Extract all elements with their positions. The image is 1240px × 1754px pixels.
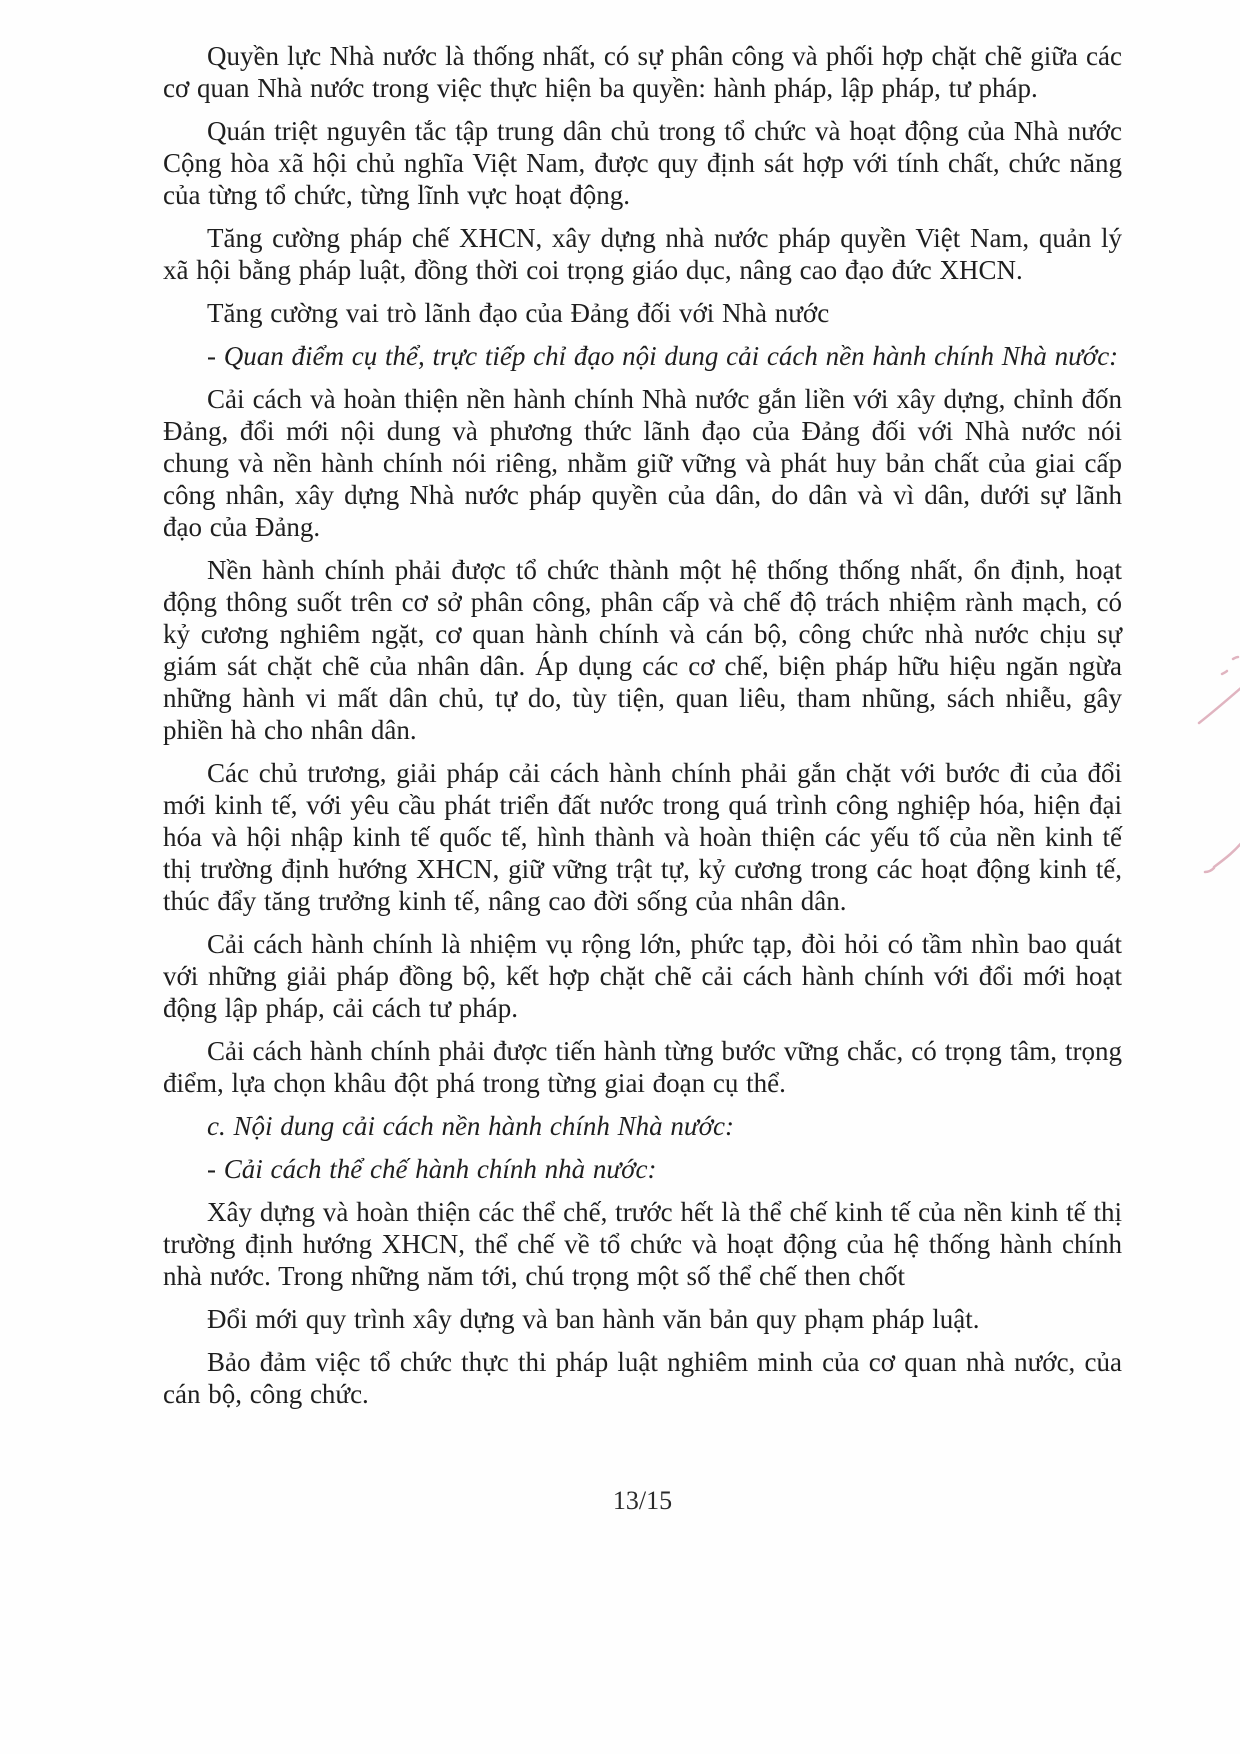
paragraph: Đổi mới quy trình xây dựng và ban hành văn bản quy phạm pháp luật. [207,1304,980,1334]
paragraph: Các chủ trương, giải pháp cải cách hành chính phải gắn chặt với bước đi của đổi mới kinh tế, với yêu cầu phát triển đất nước trong quá trình công nghiệp hóa, hiện đại hóa và hội nhập kinh tế quốc tế, hình thành và hoàn thiện các yếu tố của nền kinh tế thị trường định hướng XHCN, giữ vững trật tự, kỷ cương trong các hoạt động kinh tế, thúc đẩy tăng trưởng kinh tế, nâng cao đời sống của nhân dân. [163,758,1122,916]
paragraph: Xây dựng và hoàn thiện các thể chế, trước hết là thể chế kinh tế của nền kinh tế thị trường định hướng XHCN, thể chế về tổ chức và hoạt động của hệ thống hành chính nhà nước. Trong những năm tới, chú trọng một số thể chế then chốt [163,1197,1122,1291]
paragraph: Tăng cường vai trò lãnh đạo của Đảng đối với Nhà nước [207,298,830,328]
paragraph: Cải cách và hoàn thiện nền hành chính Nhà nước gắn liền với xây dựng, chỉnh đốn Đảng, đổi mới nội dung và phương thức lãnh đạo của Đảng đối với Nhà nước nói chung và nền hành chính nói riêng, nhằm giữ vững và phát huy bản chất của giai cấp công nhân, xây dựng Nhà nước pháp quyền của dân, do dân và vì dân, dưới sự lãnh đạo của Đảng. [163,384,1122,542]
paragraph-italic-heading: - Quan điểm cụ thể, trực tiếp chỉ đạo nội dung cải cách nền hành chính Nhà nước: [207,341,1119,371]
document-body [163,40,1122,1421]
paragraph: Cải cách hành chính phải được tiến hành từng bước vững chắc, có trọng tâm, trọng điểm, lựa chọn khâu đột phá trong từng giai đoạn cụ thể. [163,1036,1122,1098]
paragraph: Quán triệt nguyên tắc tập trung dân chủ trong tổ chức và hoạt động của Nhà nước Cộng hòa xã hội chủ nghĩa Việt Nam, được quy định sát hợp với tính chất, chức năng của từng tổ chức, từng lĩnh vực hoạt động. [163,116,1122,210]
paragraph: Nền hành chính phải được tổ chức thành một hệ thống thống nhất, ổn định, hoạt động thông suốt trên cơ sở phân công, phân cấp và chế độ trách nhiệm rành mạch, có kỷ cương nghiêm ngặt, cơ quan hành chính và cán bộ, công chức nhà nước chịu sự giám sát chặt chẽ của nhân dân. Áp dụng các cơ chế, biện pháp hữu hiệu ngăn ngừa những hành vi mất dân chủ, tự do, tùy tiện, quan liêu, tham nhũng, sách nhiễu, gây phiền hà cho nhân dân. [163,555,1122,745]
page-number: 13/15 [612,1486,673,1515]
paragraph: Tăng cường pháp chế XHCN, xây dựng nhà nước pháp quyền Việt Nam, quản lý xã hội bằng pháp luật, đồng thời coi trọng giáo dục, nâng cao đạo đức XHCN. [163,223,1122,285]
paragraph-italic-heading: c. Nội dung cải cách nền hành chính Nhà nước: [207,1111,735,1141]
paragraph: Cải cách hành chính là nhiệm vụ rộng lớn, phức tạp, đòi hỏi có tầm nhìn bao quát với những giải pháp đồng bộ, kết hợp chặt chẽ cải cách hành chính với đổi mới hoạt động lập pháp, cải cách tư pháp. [163,929,1122,1023]
paragraph: Bảo đảm việc tổ chức thực thi pháp luật nghiêm minh của cơ quan nhà nước, của cán bộ, công chức. [163,1347,1122,1409]
paragraph-italic-heading: - Cải cách thể chế hành chính nhà nước: [207,1154,657,1184]
paragraph: Quyền lực Nhà nước là thống nhất, có sự phân công và phối hợp chặt chẽ giữa các cơ quan Nhà nước trong việc thực hiện ba quyền: hành pháp, lập pháp, tư pháp. [163,41,1122,103]
